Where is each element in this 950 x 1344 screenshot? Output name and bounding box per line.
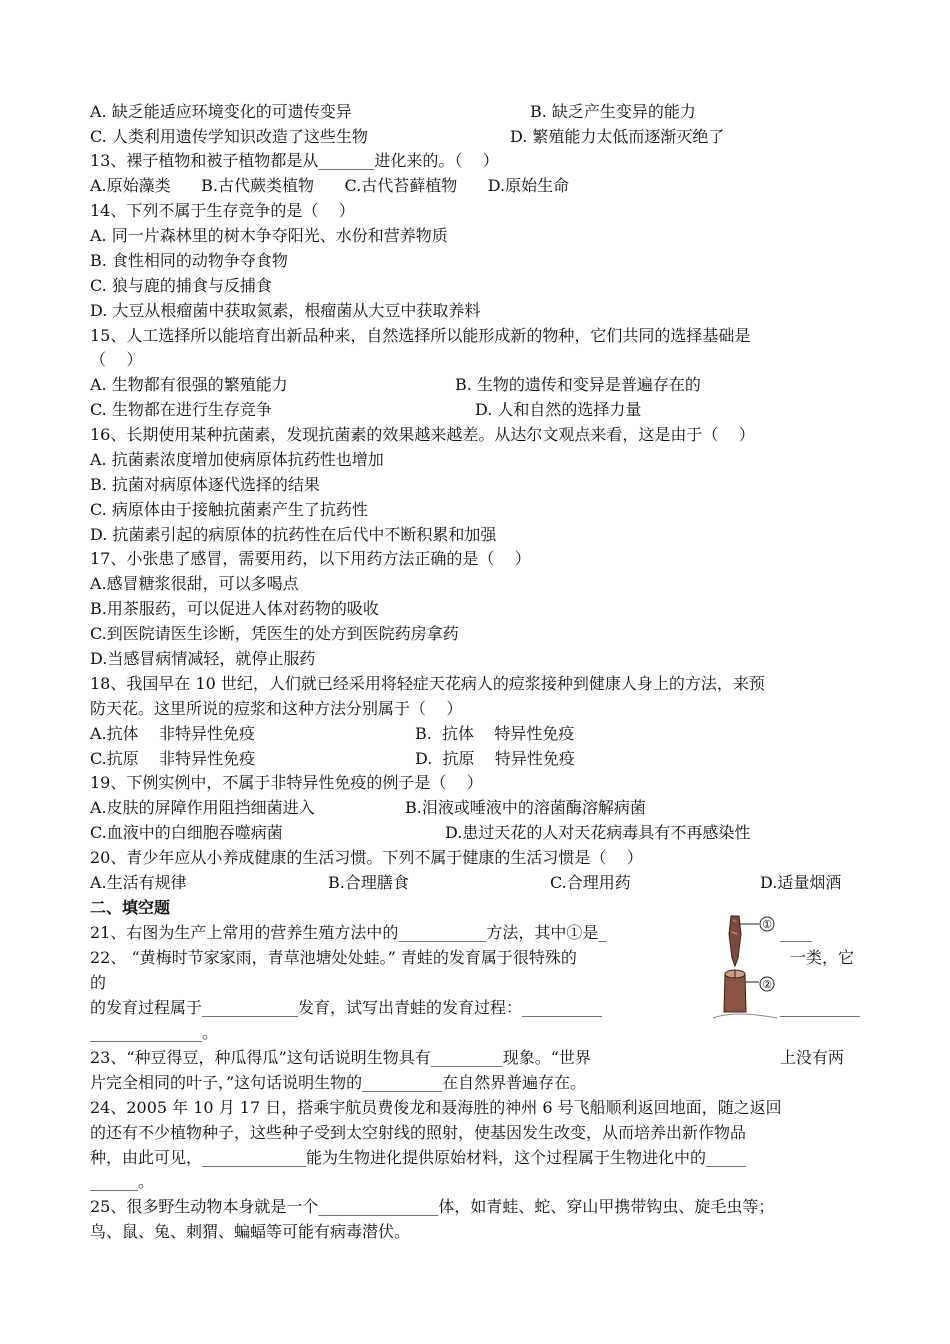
grafting-figure — [705, 912, 785, 1024]
text-line: D. 人和自然的选择力量 — [475, 400, 642, 419]
text-line: A. 生物都有很强的繁殖能力 — [90, 375, 288, 394]
text-line: A.抗体 非特异性免疫 — [90, 724, 255, 743]
text-line: 20、青少年应从小养成健康的生活习惯。下列不属于健康的生活习惯是（ ） — [90, 848, 643, 867]
text-line: D.当感冒病情减轻，就停止服药 — [90, 649, 316, 668]
text-line: C. 狼与鹿的捕食与反捕食 — [90, 276, 272, 295]
text-line: 一类，它 — [790, 948, 855, 967]
text-line: 13、裸子植物和被子植物都是从_______进化来的。（ ） — [90, 151, 499, 170]
text-line: 16、长期使用某种抗菌素，发现抗菌素的效果越来越差。从达尔文观点来看，这是由于（ ） — [90, 425, 755, 444]
text-line: A.原始藻类 B.古代蕨类植物 C.古代苔藓植物 D.原始生命 — [90, 176, 570, 195]
text-line: ____ — [780, 923, 812, 942]
text-line: 15、人工选择所以能培育出新品种来，自然选择所以能形成新的物种，它们共同的选择基础是 — [90, 326, 751, 345]
text-line: 17、小张患了感冒，需要用药，以下用药方法正确的是（ ） — [90, 549, 531, 568]
text-line: B. 抗菌对病原体逐代选择的结果 — [90, 475, 320, 494]
text-line: 片完全相同的叶子，”这句话说明生物的__________在自然界普遍存在。 — [90, 1073, 587, 1092]
text-line: 25、很多野生动物本身就是一个_______________体，如青蛙、蛇、穿山甲携带钩虫、旋毛虫等； — [90, 1197, 775, 1216]
stock-shape — [724, 974, 746, 1012]
text-line: 防天花。这里所说的痘浆和这种方法分别属于（ ） — [90, 699, 463, 718]
text-line: B.合理膳食 — [328, 873, 409, 892]
text-line: 的发育过程属于____________发育，试写出青蛙的发育过程：__________ — [90, 998, 603, 1017]
text-line: 鸟、鼠、兔、刺猬、蝙蝠等可能有病毒潜伏。 — [90, 1222, 411, 1241]
text-line: C.到医院请医生诊断，凭医生的处方到医院药房拿药 — [90, 624, 459, 643]
text-line: 的 — [90, 973, 107, 992]
text-line: 18、我国早在 10 世纪，人们就已经采用将轻症天花病人的痘浆接种到健康人身上的方法，来预 — [90, 674, 765, 693]
text-line: 上没有两 — [780, 1048, 845, 1067]
text-line: D. 大豆从根瘤菌中获取氮素，根瘤菌从大豆中获取养料 — [90, 301, 481, 320]
text-line: D. 繁殖能力太低而逐渐灭绝了 — [510, 127, 725, 146]
text-line: A.皮肤的屏障作用阻挡细菌进入 — [90, 798, 315, 817]
text-line: C. 人类利用遗传学知识改造了这些生物 — [90, 127, 368, 146]
text-line: 22、 “黄梅时节家家雨，青草池塘处处蛙。” 青蛙的发育属于很特殊的 — [90, 948, 577, 967]
text-line: C.合理用药 — [550, 873, 631, 892]
text-line: D. 抗菌素引起的病原体的抗药性在后代中不断积累和加强 — [90, 525, 497, 544]
text-line: 19、下例实例中，不属于非特异性免疫的例子是（ ） — [90, 773, 483, 792]
text-line: 的还有不少植物种子，这些种子受到太空射线的照射，使基因发生改变，从而培养出新作物品 — [90, 1123, 747, 1142]
text-line: B.用茶服药，可以促进人体对药物的吸收 — [90, 599, 379, 618]
text-line: B. 抗体 特异性免疫 — [415, 724, 575, 743]
text-line: __________ — [780, 998, 860, 1017]
text-line: A.感冒糖浆很甜，可以多喝点 — [90, 574, 299, 593]
text-line: A. 同一片森林里的树木争夺阳光、水份和营养物质 — [90, 226, 448, 245]
text-line: （ ） — [90, 350, 143, 369]
text-line: D.适量烟酒 — [760, 873, 842, 892]
text-line: C. 病原体由于接触抗菌素产生了抗药性 — [90, 500, 368, 519]
text-line: B. 缺乏产生变异的能力 — [530, 102, 696, 121]
text-line: D. 抗原 特异性免疫 — [415, 749, 575, 768]
text-line: 23、“种豆得豆，种瓜得瓜”这句话说明生物具有_________现象。“世界 — [90, 1048, 591, 1067]
text-line: 24、2005 年 10 月 17 日，搭乘宇航员费俊龙和聂海胜的神州 6 号飞船顺利返回地面，随之返回 — [90, 1098, 782, 1117]
text-line: A.生活有规律 — [90, 873, 187, 892]
text-line: B.泪液或唾液中的溶菌酶溶解病菌 — [405, 798, 646, 817]
text-line: 种，由此可见，_____________能为生物进化提供原始材料，这个过程属于生物进化中的_____ — [90, 1148, 747, 1167]
label-1: ① — [762, 918, 772, 931]
text-line: D.患过天花的人对天花病毒具有不再感染性 — [445, 823, 751, 842]
text-line: C. 生物都在进行生存竞争 — [90, 400, 272, 419]
text-line: ______________。 — [90, 1023, 219, 1042]
text-line: C.抗原 非特异性免疫 — [90, 749, 256, 768]
text-line: A. 缺乏能适应环境变化的可遗传变异 — [90, 102, 352, 121]
text-line: 二、填空题 — [90, 898, 171, 917]
text-line: C.血液中的白细胞吞噬病菌 — [90, 823, 283, 842]
text-line: B. 食性相同的动物争夺食物 — [90, 251, 288, 270]
text-line: 21、右图为生产上常用的营养生殖方法中的___________方法，其中①是_ — [90, 923, 607, 942]
text-line: ______。 — [90, 1172, 155, 1191]
text-line: 14、下列不属于生存竞争的是（ ） — [90, 201, 355, 220]
text-line: A. 抗菌素浓度增加使病原体抗药性也增加 — [90, 450, 384, 469]
label-2: ② — [762, 978, 772, 991]
text-line: B. 生物的遗传和变异是普遍存在的 — [455, 375, 701, 394]
